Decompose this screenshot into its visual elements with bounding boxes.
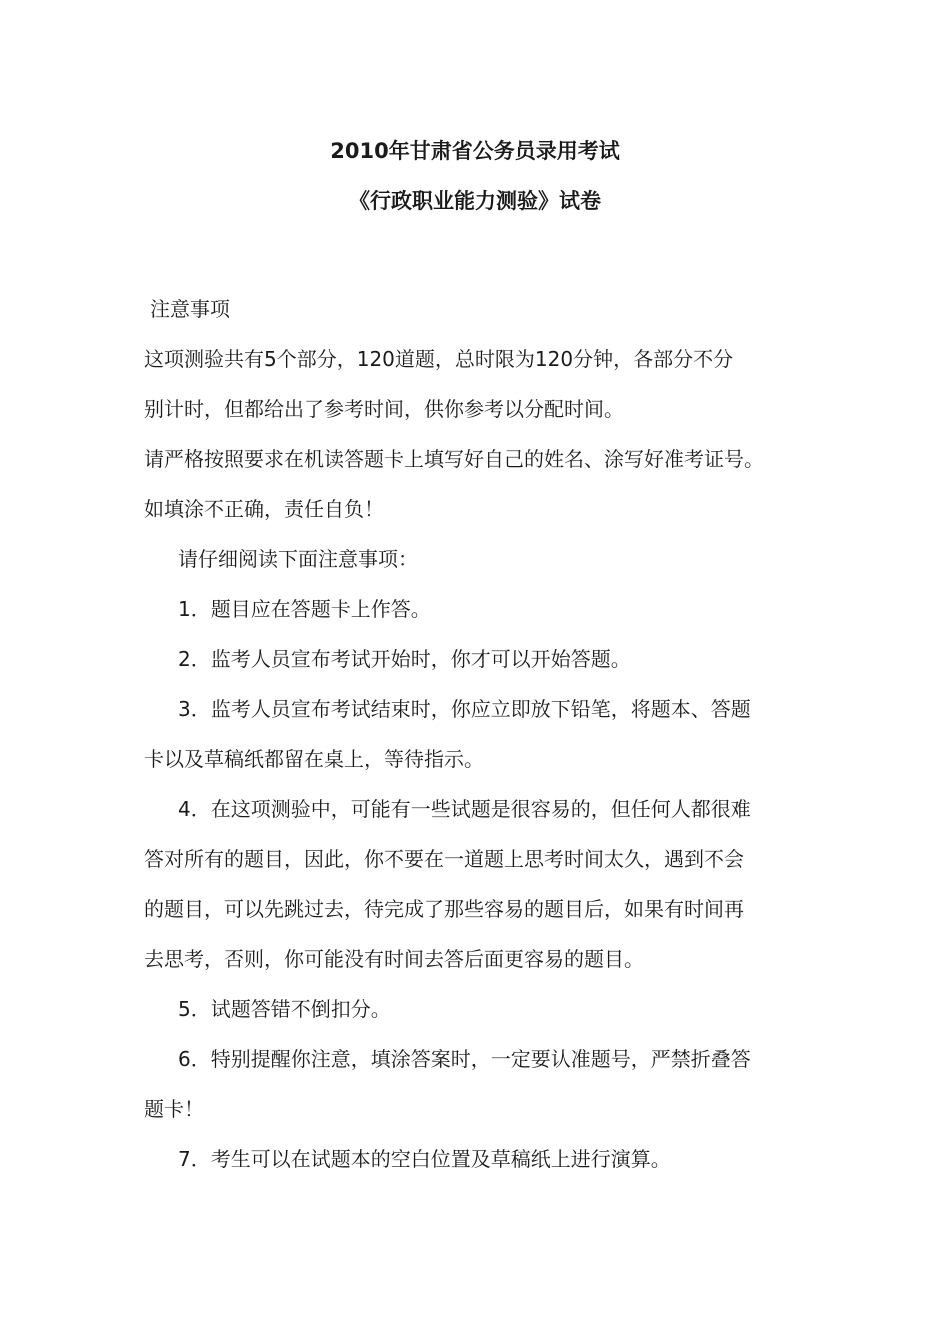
list-item-continuation: 去思考，否则，你可能没有时间去答后面更容易的题目。 — [144, 947, 644, 971]
list-item-continuation: 题卡！ — [144, 1097, 204, 1121]
list-item: 7．考生可以在试题本的空白位置及草稿纸上进行演算。 — [178, 1147, 671, 1171]
notice-heading: 注意事项 — [150, 297, 230, 321]
paragraph-line: 请严格按照要求在机读答题卡上填写好自己的姓名、涂写好准考证号。 — [144, 447, 764, 471]
paragraph-line: 别计时，但都给出了参考时间，供你参考以分配时间。 — [144, 397, 624, 421]
paragraph-line: 请仔细阅读下面注意事项： — [178, 547, 418, 571]
list-item: 3．监考人员宣布考试结束时，你应立即放下铅笔，将题本、答题 — [178, 697, 751, 721]
list-item-continuation: 卡以及草稿纸都留在桌上，等待指示。 — [144, 747, 484, 771]
paragraph-line: 如填涂不正确，责任自负！ — [144, 497, 384, 521]
paragraph-line: 这项测验共有5个部分，120道题，总时限为120分钟，各部分不分 — [144, 347, 734, 371]
list-item: 1．题目应在答题卡上作答。 — [178, 597, 431, 621]
list-item: 2．监考人员宣布考试开始时，你才可以开始答题。 — [178, 647, 631, 671]
document-body — [144, 284, 804, 1184]
list-item: 4．在这项测验中，可能有一些试题是很容易的，但任何人都很难 — [178, 797, 751, 821]
document-subtitle: 《行政职业能力测验》试卷 — [349, 189, 601, 213]
list-item-continuation: 的题目，可以先跳过去，待完成了那些容易的题目后，如果有时间再 — [144, 897, 744, 921]
list-item: 6．特别提醒你注意，填涂答案时，一定要认准题号，严禁折叠答 — [178, 1047, 751, 1071]
list-item-continuation: 答对所有的题目，因此，你不要在一道题上思考时间太久，遇到不会 — [144, 847, 744, 871]
document-title: 2010年甘肃省公务员录用考试 — [330, 139, 620, 163]
list-item: 5．试题答错不倒扣分。 — [178, 997, 391, 1021]
